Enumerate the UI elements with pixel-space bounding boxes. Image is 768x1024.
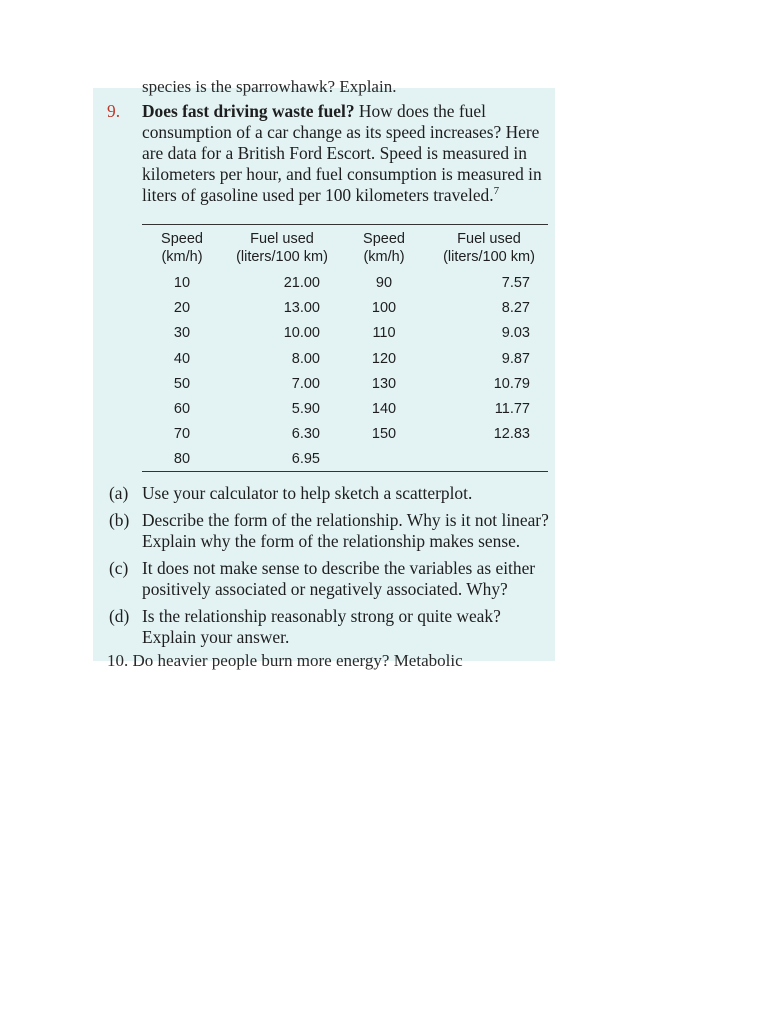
- part-text: Use your calculator to help sketch a scatterplot.: [142, 483, 473, 503]
- header-line: Speed: [363, 231, 405, 247]
- part-label: (c): [109, 558, 129, 578]
- question-part-d: [109, 606, 549, 648]
- table-cell-fuel: 8.00: [291, 350, 320, 367]
- table-cell-speed: 90: [375, 275, 393, 291]
- table-cell-speed: 100: [371, 300, 397, 317]
- table-cell-fuel: 6.30: [291, 426, 320, 443]
- table-cell-speed: 70: [173, 426, 191, 443]
- table-cell-speed: 60: [173, 400, 191, 417]
- header-line: (km/h): [161, 249, 203, 265]
- header-line: Speed: [161, 231, 203, 247]
- table-cell-fuel: 8.27: [501, 300, 530, 317]
- table-cell-speed: 50: [173, 375, 191, 392]
- table-cell-fuel: 7.57: [501, 275, 530, 291]
- problem-lead-question: Does fast driving waste fuel?: [142, 101, 355, 121]
- part-text: Describe the form of the relationship. Why is it not linear? Explain why the form of the relationship makes sense.: [142, 510, 549, 551]
- table-cell-fuel: 9.03: [501, 325, 530, 342]
- part-label: (a): [109, 483, 129, 503]
- problem-9: [107, 101, 547, 206]
- header-line: (liters/100 km): [236, 249, 328, 265]
- table-cell-speed: 140: [371, 400, 397, 417]
- column-speed-left: [150, 225, 214, 473]
- table-cell-fuel: 12.83: [493, 426, 530, 443]
- cut-off-previous-line: species is the sparrowhawk? Explain.: [142, 77, 397, 96]
- table-cell-speed: 40: [173, 350, 191, 367]
- header-speed-right: [352, 225, 416, 271]
- table-cell-fuel: 10.79: [493, 375, 530, 392]
- header-line: Fuel used: [250, 231, 314, 247]
- table-cell-fuel: 5.90: [291, 400, 320, 417]
- problem-statement: [142, 101, 547, 206]
- footnote-marker: 7: [493, 185, 500, 198]
- part-label: (d): [109, 606, 130, 626]
- table-cell-speed: 20: [173, 300, 191, 317]
- header-fuel-right: [430, 225, 548, 271]
- table-cell-speed: 10: [173, 275, 191, 291]
- column-speed-right: [352, 225, 416, 447]
- header-fuel-left: [226, 225, 338, 271]
- table-cell-fuel: 21.00: [283, 275, 320, 291]
- problem-body: How does the fuel consumption of a car change as its speed increases? Here are data for a British Ford Escort. Speed is measured in kilometers per hour, and fuel consumption is measured in liters of gasoline used per 100 kilometers traveled.: [142, 101, 542, 205]
- header-line: (liters/100 km): [443, 249, 535, 265]
- column-fuel-right: [430, 225, 548, 447]
- table-cell-speed: 120: [371, 350, 397, 367]
- header-speed-left: [150, 225, 214, 271]
- header-line: Fuel used: [457, 231, 521, 247]
- header-line: (km/h): [363, 249, 405, 265]
- table-cell-speed: 30: [173, 325, 191, 342]
- table-cell-fuel: 11.77: [494, 400, 530, 417]
- table-cell-speed: 150: [371, 426, 397, 443]
- question-parts: [109, 483, 549, 654]
- textbook-page-panel: [93, 77, 555, 670]
- question-part-a: [109, 483, 549, 504]
- table-cell-speed: 130: [371, 375, 397, 392]
- question-part-b: [109, 510, 549, 552]
- part-text: It does not make sense to describe the variables as either positively associated or negatively associated. Why?: [142, 558, 536, 599]
- table-cell-speed: 80: [173, 451, 191, 468]
- table-cell-fuel: 13.00: [283, 300, 320, 317]
- part-label: (b): [109, 510, 130, 530]
- table-cell-fuel: 10.00: [283, 325, 320, 342]
- table-cell-fuel: 9.87: [501, 350, 530, 367]
- column-fuel-left: [226, 225, 338, 473]
- speed-fuel-table: [142, 224, 548, 472]
- table-cell-fuel: 7.00: [291, 375, 320, 392]
- table-cell-speed: 110: [372, 325, 396, 342]
- problem-number: 9.: [107, 101, 121, 121]
- question-part-c: [109, 558, 549, 600]
- cut-off-next-line: 10. Do heavier people burn more energy? Metabolic: [107, 651, 463, 670]
- part-text: Is the relationship reasonably strong or quite weak? Explain your answer.: [142, 606, 501, 647]
- table-cell-fuel: 6.95: [291, 451, 320, 468]
